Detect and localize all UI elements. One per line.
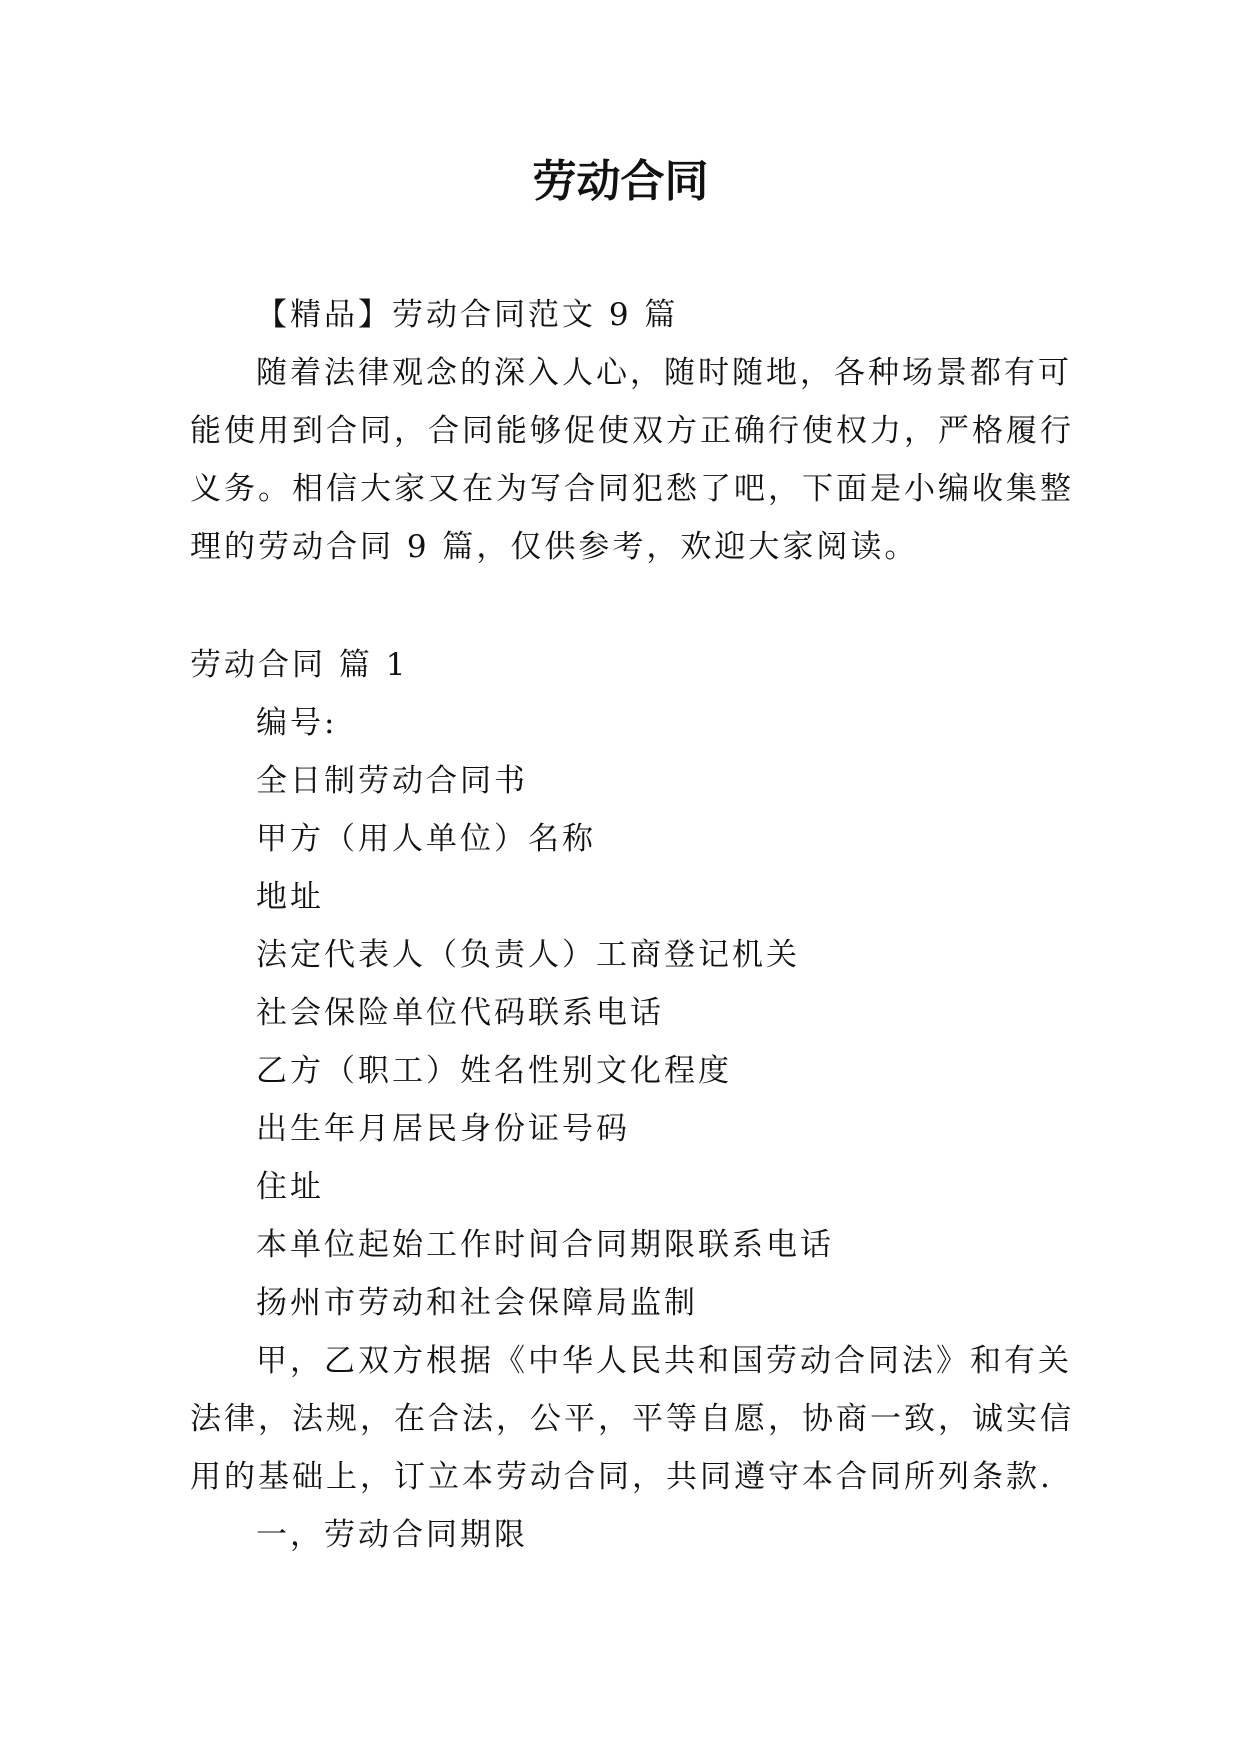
intro-heading: 【精品】劳动合同范文 9 篇 bbox=[256, 297, 679, 333]
clause-line: 甲，乙双方根据《中华人民共和国劳动合同法》和有关 bbox=[256, 1343, 1072, 1379]
intro-paragraph-line: 理的劳动合同 9 篇，仅供参考，欢迎大家阅读。 bbox=[190, 529, 919, 565]
form-line: 地址 bbox=[256, 879, 324, 915]
clause-line: 法律，法规，在合法，公平，平等自愿，协商一致，诚实信 bbox=[190, 1401, 1074, 1437]
section-spacer bbox=[190, 576, 1070, 636]
section-subheading: 一，劳动合同期限 bbox=[256, 1517, 528, 1553]
form-line: 编号: bbox=[256, 705, 338, 741]
form-line: 乙方（职工）姓名性别文化程度 bbox=[256, 1053, 732, 1089]
document-body bbox=[190, 286, 1074, 1564]
intro-paragraph-line: 能使用到合同，合同能够促使双方正确行使权力，严格履行 bbox=[190, 413, 1074, 449]
document-title: 劳动合同 bbox=[532, 156, 709, 207]
intro-paragraph-line: 随着法律观念的深入人心，随时随地，各种场景都有可 bbox=[256, 355, 1072, 391]
form-line: 住址 bbox=[256, 1169, 324, 1205]
form-line: 甲方（用人单位）名称 bbox=[256, 821, 596, 857]
form-line: 社会保险单位代码联系电话 bbox=[256, 995, 664, 1031]
form-line: 全日制劳动合同书 bbox=[256, 763, 528, 799]
section-heading: 劳动合同 篇 1 bbox=[190, 647, 409, 683]
form-line: 本单位起始工作时间合同期限联系电话 bbox=[256, 1227, 834, 1263]
form-line: 法定代表人（负责人）工商登记机关 bbox=[256, 937, 800, 973]
form-line: 出生年月居民身份证号码 bbox=[256, 1111, 630, 1147]
form-line: 扬州市劳动和社会保障局监制 bbox=[256, 1285, 698, 1321]
intro-paragraph-line: 义务。相信大家又在为写合同犯愁了吧，下面是小编收集整 bbox=[190, 471, 1074, 507]
clause-line: 用的基础上，订立本劳动合同，共同遵守本合同所列条款. bbox=[190, 1459, 1053, 1495]
